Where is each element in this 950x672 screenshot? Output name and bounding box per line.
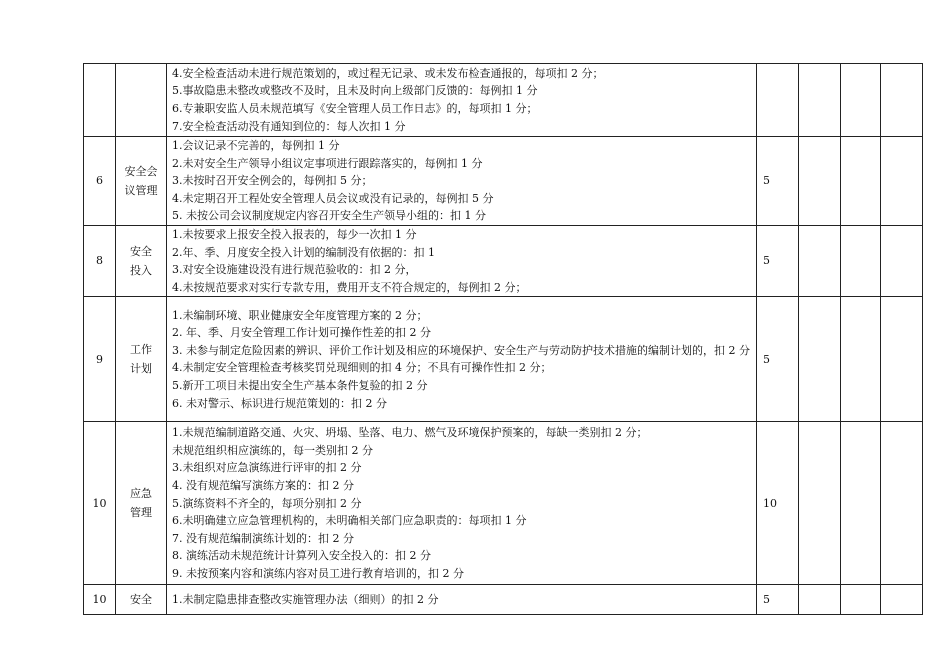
item-name-line: 安全: [130, 245, 152, 259]
criteria-line: 3.未组织对应急演练进行评审的扣 2 分: [172, 461, 362, 475]
item-name: [116, 297, 167, 422]
criteria-line: 6.未明确建立应急管理机构的，未明确相关部门应急职责的：每项扣 1 分: [172, 514, 527, 528]
criteria-line: 未规范组织相应演练的，每一类别扣 2 分: [172, 443, 373, 457]
row-number: 9: [84, 297, 116, 422]
criteria-line: 2. 年、季、月安全管理工作计划可操作性差的扣 2 分: [172, 326, 431, 340]
item-name: [116, 422, 167, 585]
item-name-line: 投入: [130, 264, 152, 278]
criteria-line: 3. 未参与制定危险因素的辨识、评价工作计划及相应的环境保护、安全生产与劳动防护技术措施的编制计划的，扣 2 分: [172, 343, 750, 357]
standard-score: 10: [757, 422, 799, 585]
item-name-line: 管理: [130, 506, 152, 520]
item-name-line: 计划: [130, 362, 152, 376]
criteria-line: 6.专兼职安监人员未规范填写《安全管理人员工作日志》的，每项扣 1 分；: [172, 102, 538, 115]
criteria-line: 3.未按时召开安全例会的，每例扣 5 分；: [172, 174, 373, 188]
item-name: [116, 585, 167, 615]
item-name-line: 工作: [130, 343, 152, 357]
deduction-cell: [799, 137, 841, 226]
actual-score-cell: [841, 225, 881, 296]
item-name: [116, 225, 167, 296]
deduction-criteria: [167, 585, 757, 615]
criteria-line: 1.未按要求上报安全投入报表的，每少一次扣 1 分: [172, 227, 417, 241]
deduction-cell: [799, 422, 841, 585]
item-name-line: 议管理: [124, 183, 158, 197]
item-name-line: 应急: [130, 487, 152, 501]
deduction-criteria: [167, 64, 757, 137]
row-number: 10: [84, 422, 116, 585]
remarks-cell: [881, 137, 923, 226]
standard-score: 5: [757, 137, 799, 226]
item-name: [116, 137, 167, 226]
standard-score: 5: [757, 297, 799, 422]
table-row: [84, 585, 923, 615]
remarks-cell: [881, 422, 923, 585]
table-row: [84, 225, 923, 296]
deduction-criteria: [167, 225, 757, 296]
criteria-line: 4.未定期召开工程处安全管理人员会议或没有记录的，每例扣 5 分: [172, 191, 494, 205]
item-name: [116, 64, 167, 137]
criteria-line: 4.安全检查活动未进行规范策划的，或过程无记录、或未发布检查通报的，每项扣 2 分；: [172, 66, 604, 80]
criteria-line: 5.演练资料不齐全的，每项分别扣 2 分: [172, 496, 362, 510]
criteria-line: 7.安全检查活动没有通知到位的：每人次扣 1 分: [172, 119, 406, 133]
deduction-cell: [799, 297, 841, 422]
criteria-line: 4.未按规范要求对实行专款专用，费用开支不符合规定的，每例扣 2 分；: [172, 280, 527, 294]
row-number: 8: [84, 225, 116, 296]
table-row: [84, 422, 923, 585]
actual-score-cell: [841, 422, 881, 585]
deduction-criteria: [167, 137, 757, 226]
table-row: [84, 137, 923, 226]
evaluation-table: [83, 63, 923, 615]
criteria-line: 5.新开工项目未提出安全生产基本条件复验的扣 2 分: [172, 378, 428, 392]
criteria-line: 8. 演练活动未规范统计计算列入安全投入的：扣 2 分: [172, 549, 431, 563]
criteria-line: 9. 未按预案内容和演练内容对员工进行教育培训的，扣 2 分: [172, 566, 464, 580]
remarks-cell: [881, 585, 923, 615]
criteria-line: 1.未编制环境、职业健康安全年度管理方案的 2 分；: [172, 308, 428, 322]
criteria-line: 5. 未按公司会议制度规定内容召开安全生产领导小组的：扣 1 分: [172, 209, 486, 223]
actual-score-cell: [841, 137, 881, 226]
standard-score: [757, 64, 799, 137]
row-number: 10: [84, 585, 116, 615]
table-body: [84, 64, 923, 615]
criteria-line: 4. 没有规范编写演练方案的：扣 2 分: [172, 478, 354, 492]
criteria-line: 1.会议记录不完善的，每例扣 1 分: [172, 139, 340, 152]
criteria-line: 6. 未对警示、标识进行规范策划的：扣 2 分: [172, 396, 387, 410]
deduction-criteria: [167, 297, 757, 422]
remarks-cell: [881, 297, 923, 422]
deduction-cell: [799, 64, 841, 137]
criteria-line: 7. 没有规范编制演练计划的：扣 2 分: [172, 531, 354, 545]
criteria-line: 1.未制定隐患排查整改实施管理办法（细则）的扣 2 分: [172, 593, 439, 607]
item-name-line: 安全: [130, 593, 152, 607]
deduction-cell: [799, 585, 841, 615]
table-row: [84, 297, 923, 422]
criteria-line: 4.未制定安全管理检查考核奖罚兑现细则的扣 4 分；不具有可操作性扣 2 分；: [172, 361, 552, 375]
criteria-line: 1.未规范编制道路交通、火灾、坍塌、坠落、电力、燃气及环境保护预案的，每缺一类别扣 2 分；: [172, 426, 648, 440]
standard-score: 5: [757, 225, 799, 296]
remarks-cell: [881, 225, 923, 296]
actual-score-cell: [841, 585, 881, 615]
actual-score-cell: [841, 64, 881, 137]
remarks-cell: [881, 64, 923, 137]
deduction-criteria: [167, 422, 757, 585]
criteria-line: 2.年、季、月度安全投入计划的编制没有依据的：扣 1: [172, 245, 435, 259]
row-number: [84, 64, 116, 137]
actual-score-cell: [841, 297, 881, 422]
table-row: [84, 64, 923, 137]
item-name-line: 安全会: [124, 164, 158, 178]
standard-score: 5: [757, 585, 799, 615]
criteria-line: 2.未对安全生产领导小组议定事项进行跟踪落实的，每例扣 1 分: [172, 156, 483, 170]
row-number: 6: [84, 137, 116, 226]
deduction-cell: [799, 225, 841, 296]
criteria-line: 3.对安全设施建设没有进行规范验收的：扣 2 分，: [172, 263, 417, 277]
criteria-line: 5.事故隐患未整改或整改不及时，且未及时向上级部门反馈的：每例扣 1 分: [172, 84, 538, 98]
